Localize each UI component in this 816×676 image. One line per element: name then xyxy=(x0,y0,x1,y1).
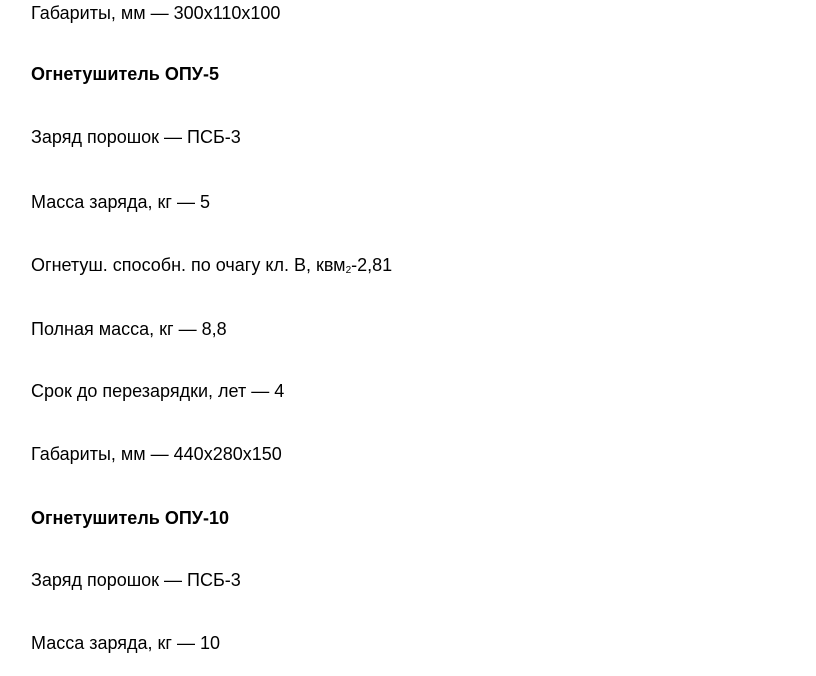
section-heading-opu-10: Огнетушитель ОПУ-10 xyxy=(31,508,229,528)
capacity-prefix: Огнетуш. способн. по очагу кл. В, квм xyxy=(31,255,346,275)
capacity-unit-subscript: 2 xyxy=(345,265,352,276)
charge-mass-line: Масса заряда, кг — 10 xyxy=(31,633,221,653)
dimensions-line: Габариты, мм — 440х280х150 xyxy=(31,444,282,464)
charge-type-line: Заряд порошок — ПСБ-3 xyxy=(31,127,241,147)
dimensions-line: Габариты, мм — 300х110х100 xyxy=(31,3,281,23)
capacity-value: -2,81 xyxy=(351,255,393,275)
recharge-period-line: Срок до перезарядки, лет — 4 xyxy=(31,381,285,401)
charge-type-line: Заряд порошок — ПСБ-3 xyxy=(31,570,241,590)
section-heading-opu-5: Огнетушитель ОПУ-5 xyxy=(31,64,219,84)
total-mass-line: Полная масса, кг — 8,8 xyxy=(31,319,227,339)
charge-mass-line: Масса заряда, кг — 5 xyxy=(31,192,211,212)
extinguishing-capacity-line xyxy=(31,254,392,282)
